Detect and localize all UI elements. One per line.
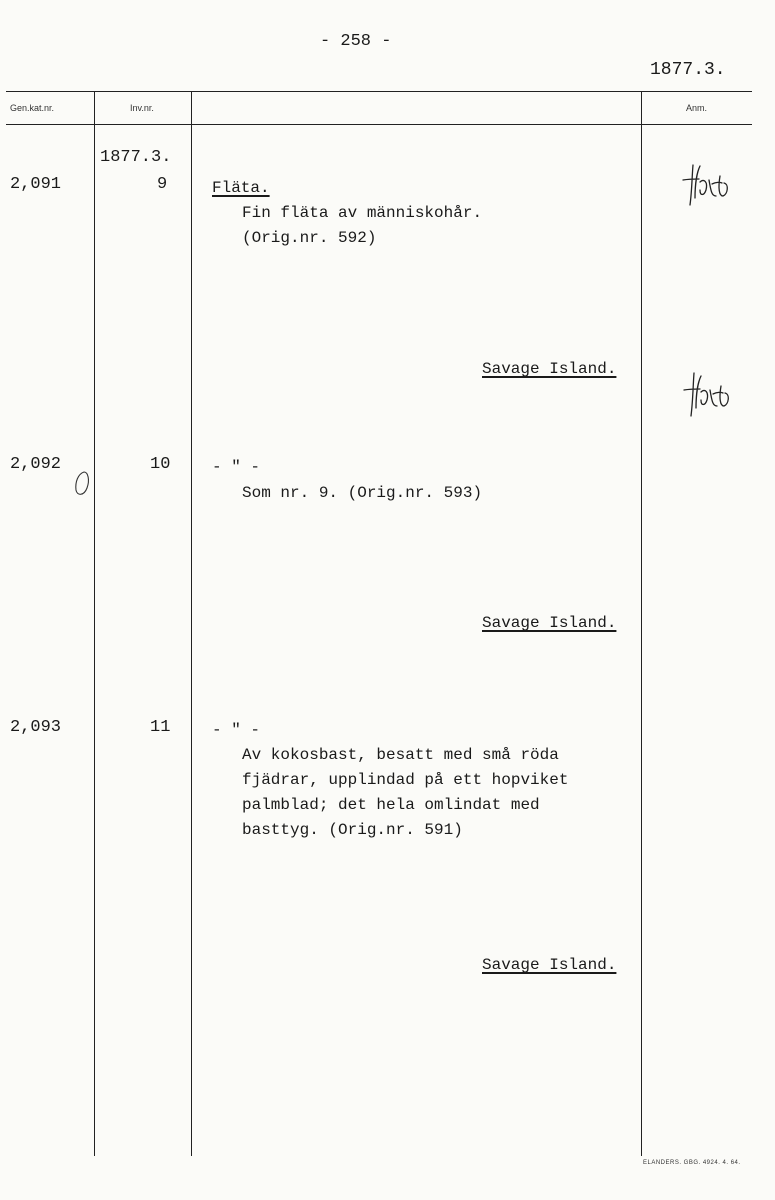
gen-kat-nr: 2,093 bbox=[10, 718, 62, 737]
entry-description-line: palmblad; det hela omlindat med bbox=[242, 796, 540, 814]
entry-title: - " - bbox=[212, 458, 261, 476]
entry-place: Savage Island. bbox=[482, 956, 617, 974]
column-divider-inv-text bbox=[191, 91, 192, 1156]
inv-nr: 11 bbox=[150, 718, 171, 737]
inv-nr: 9 bbox=[157, 175, 168, 194]
gen-kat-nr: 2,091 bbox=[10, 175, 62, 194]
entry-title: - " - bbox=[212, 721, 261, 739]
column-divider-gen-inv bbox=[94, 91, 95, 1156]
entry-description-line: Fin fläta av människohår. bbox=[242, 204, 483, 222]
handwritten-foto-annotation bbox=[676, 160, 736, 210]
entry-place: Savage Island. bbox=[482, 614, 617, 632]
entry-description-line: fjädrar, upplindad på ett hopviket bbox=[242, 771, 569, 789]
entry-title: Fläta. bbox=[212, 179, 270, 197]
entry-description-line: Av kokosbast, besatt med små röda bbox=[242, 746, 559, 764]
collection-prefix: 1877.3. bbox=[100, 148, 172, 167]
column-divider-text-anm bbox=[641, 91, 642, 1156]
catalog-reference: 1877.3. bbox=[650, 60, 726, 80]
gen-kat-nr: 2,092 bbox=[10, 455, 62, 474]
entry-place: Savage Island. bbox=[482, 360, 617, 378]
header-gen-kat-nr: Gen.kat.nr. bbox=[10, 103, 55, 113]
header-inv-nr: Inv.nr. bbox=[130, 103, 154, 113]
header-anm: Anm. bbox=[686, 103, 708, 113]
printer-imprint: ELANDERS. GBG. 4924. 4. 64. bbox=[643, 1160, 741, 1166]
inv-nr: 10 bbox=[150, 455, 171, 474]
entry-description-line: basttyg. (Orig.nr. 591) bbox=[242, 821, 463, 839]
entry-description-line: Som nr. 9. (Orig.nr. 593) bbox=[242, 484, 483, 502]
page-number: - 258 - bbox=[320, 32, 392, 51]
handwritten-foto-annotation bbox=[676, 368, 736, 420]
entry-description-line: (Orig.nr. 592) bbox=[242, 229, 377, 247]
handwritten-zero-mark bbox=[72, 468, 94, 498]
